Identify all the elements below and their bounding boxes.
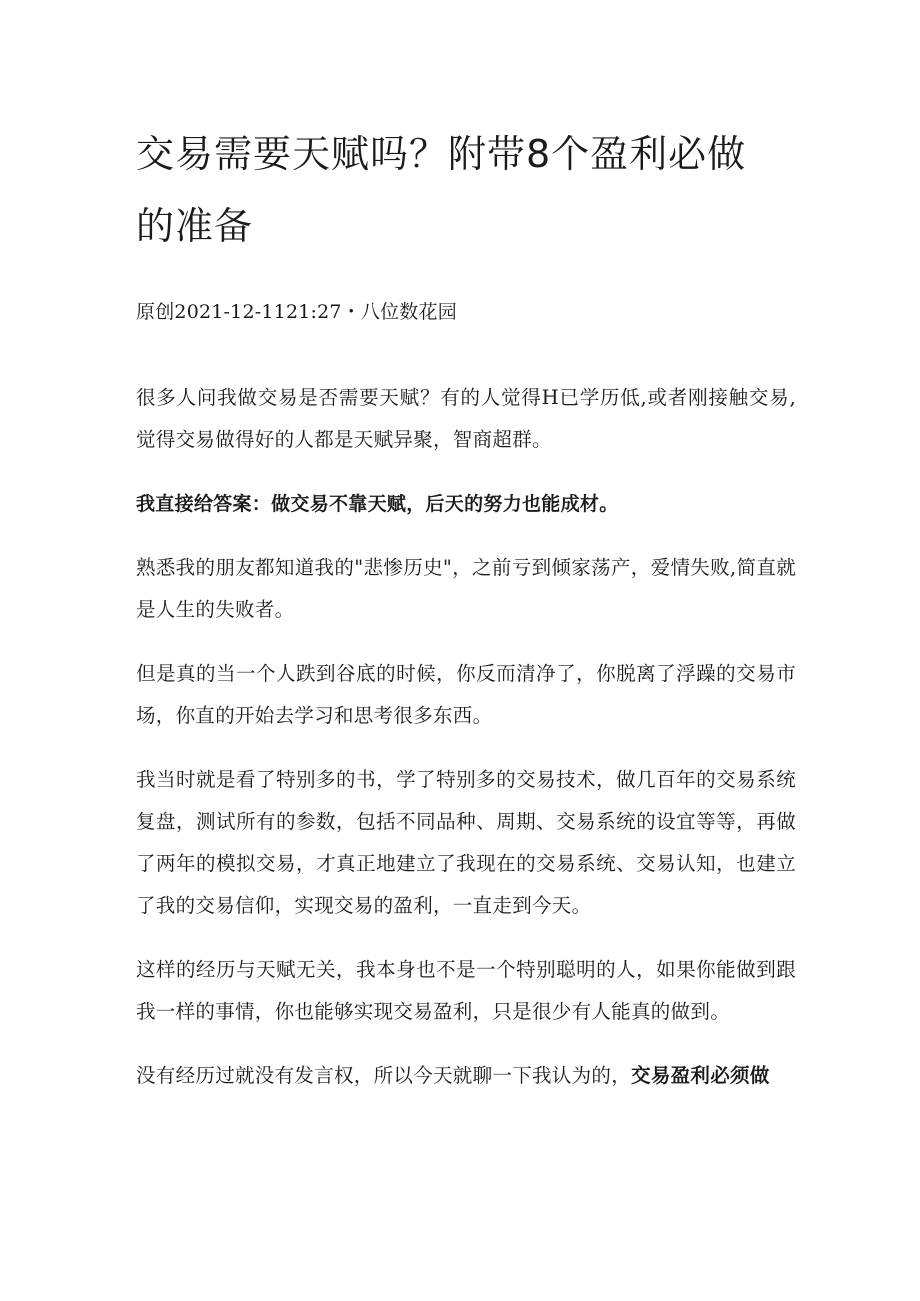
article xyxy=(136,118,796,1097)
paragraph-conclusion xyxy=(136,1055,796,1097)
article-meta: 原创2021-12-1121:27・八位数花园 xyxy=(136,301,457,323)
paragraph-history: 熟悉我的朋友都知道我的"悲惨历史"，之前亏到倾家荡产，爱情失败,简直就是人生的失败者。 xyxy=(136,556,796,621)
article-title: 交易需要天赋吗？附带8个盈利必做的准备 xyxy=(136,132,747,248)
paragraph-experience: 这样的经历与天赋无关，我本身也不是一个特别聪明的人，如果你能做到跟我一样的事情，你也能够实现交易盈利，只是很少有人能真的做到。 xyxy=(136,958,796,1023)
paragraph-conclusion-bold: 交易盈利必须做 xyxy=(631,1064,770,1087)
paragraph-answer: 我直接给答案：做交易不靠天赋，后天的努力也能成材。 xyxy=(136,493,619,515)
paragraph-learning: 我当时就是看了特别多的书，学了特别多的交易技术，做几百年的交易系统复盘，测试所有的参数，包括不同品种、周期、交易系统的设宜等等，再做了两年的模拟交易，才真正地建立了我现在的交易系统、交易认知，也建立了我的交易信仰，实现交易的盈利，一直走到今天。 xyxy=(136,768,796,917)
paragraph-intro: 很多人问我做交易是否需要天赋？有的人觉得H已学历低,或者刚接触交易,觉得交易做得好的人都是天赋异聚，智商超群。 xyxy=(136,386,796,451)
paragraph-rock-bottom: 但是真的当一个人跌到谷底的时候，你反而清净了，你脱离了浮躁的交易市场，你直的开始去学习和思考很多东西。 xyxy=(136,662,796,727)
paragraph-conclusion-text: 没有经历过就没有发言权，所以今天就聊一下我认为的， xyxy=(136,1064,632,1087)
